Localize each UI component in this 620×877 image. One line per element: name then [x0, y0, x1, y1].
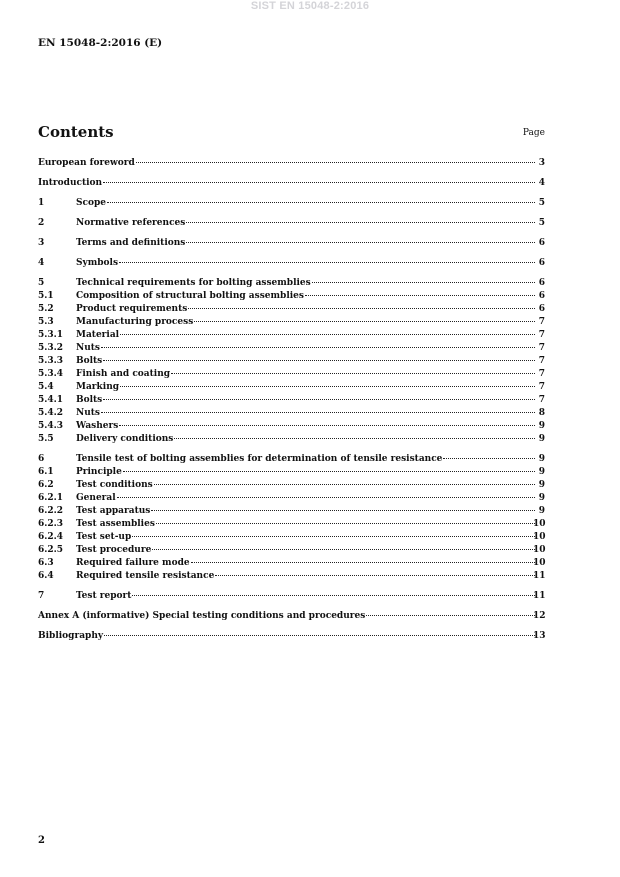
dot-leader — [174, 438, 535, 439]
toc-entry-number: 2 — [38, 218, 45, 228]
toc-entry-page: 10 — [533, 532, 546, 542]
toc-entry-page: 13 — [533, 631, 546, 641]
toc-entry-page: 6 — [538, 258, 545, 268]
dot-leader — [117, 497, 535, 498]
toc-entry[interactable] — [38, 177, 545, 190]
toc-entry[interactable] — [38, 610, 545, 623]
toc-entry-title: Nuts — [76, 343, 100, 353]
toc-entry-page: 7 — [538, 356, 545, 366]
toc-entry-page: 6 — [538, 278, 545, 288]
toc-entry-page: 5 — [538, 198, 545, 208]
watermark: SIST EN 15048-2:2016 — [250, 0, 370, 12]
dot-leader — [171, 373, 535, 374]
dot-leader — [194, 321, 535, 322]
toc-entry-title: Principle — [76, 467, 122, 477]
dot-leader — [215, 575, 535, 576]
toc-entry[interactable] — [38, 505, 545, 518]
toc-entry-title: Required tensile resistance — [76, 571, 215, 581]
toc-entry-title: Marking — [76, 382, 120, 392]
dot-leader — [136, 162, 535, 163]
toc-entry-title: Product requirements — [76, 304, 188, 314]
dot-leader — [101, 347, 535, 348]
toc-entry-title: Test conditions — [76, 480, 153, 490]
toc-entry[interactable] — [38, 157, 545, 170]
toc-entry-number: 5.4.1 — [38, 395, 64, 405]
toc-entry-number: 5.4.2 — [38, 408, 64, 418]
toc-entry-number: 6.3 — [38, 558, 54, 568]
toc-entry-number: 4 — [38, 258, 45, 268]
footer-page-number: 2 — [38, 835, 45, 846]
toc-entry[interactable] — [38, 257, 545, 270]
toc-entry-page: 10 — [533, 558, 546, 568]
toc-entry-title: Tensile test of bolting assemblies for determination of tensile resistance — [76, 454, 443, 464]
toc-entry-number: 6.4 — [38, 571, 54, 581]
toc-entry-title: Material — [76, 330, 120, 340]
toc-entry[interactable] — [38, 466, 545, 479]
dot-leader — [103, 182, 535, 183]
toc-entry[interactable] — [38, 570, 545, 583]
toc-entry-number: 5.3.4 — [38, 369, 64, 379]
dot-leader — [103, 399, 535, 400]
toc-entry[interactable] — [38, 557, 545, 570]
dot-leader — [132, 536, 535, 537]
toc-entry-page: 10 — [533, 545, 546, 555]
toc-entry[interactable] — [38, 394, 545, 407]
toc-entry[interactable] — [38, 316, 545, 329]
toc-entry[interactable] — [38, 355, 545, 368]
toc-entry-title: Delivery conditions — [76, 434, 174, 444]
table-of-contents — [38, 157, 545, 643]
toc-entry-number: 3 — [38, 238, 45, 248]
dot-leader — [103, 360, 535, 361]
toc-entry-title: General — [76, 493, 116, 503]
toc-entry-title: Terms and definitions — [76, 238, 186, 248]
toc-entry-page: 5 — [538, 218, 545, 228]
toc-entry-title: Washers — [76, 421, 119, 431]
toc-entry-number: 5.1 — [38, 291, 54, 301]
document-id: EN 15048-2:2016 (E) — [38, 37, 163, 49]
page-column-label: Page — [522, 128, 545, 138]
dot-leader — [120, 386, 535, 387]
toc-entry-page: 9 — [538, 454, 545, 464]
toc-entry-title: Annex A (informative) Special testing conditions and procedures — [38, 611, 366, 621]
toc-entry-page: 10 — [533, 519, 546, 529]
toc-entry-number: 6.2.5 — [38, 545, 64, 555]
toc-entry[interactable] — [38, 277, 545, 290]
toc-entry[interactable] — [38, 518, 545, 531]
toc-entry-title: Test set-up — [76, 532, 132, 542]
dot-leader — [119, 262, 535, 263]
toc-entry-title: Normative references — [76, 218, 186, 228]
toc-entry-number: 6.2.2 — [38, 506, 64, 516]
dot-leader — [443, 458, 535, 459]
toc-entry[interactable] — [38, 630, 545, 643]
toc-entry-number: 6.2.1 — [38, 493, 64, 503]
toc-entry-number: 5.3.2 — [38, 343, 64, 353]
toc-entry-page: 9 — [538, 506, 545, 516]
toc-entry-page: 7 — [538, 343, 545, 353]
toc-entry[interactable] — [38, 453, 545, 466]
dot-leader — [152, 549, 535, 550]
toc-entry-title: Bolts — [76, 356, 103, 366]
toc-entry-number: 5.3 — [38, 317, 54, 327]
toc-entry[interactable] — [38, 237, 545, 250]
toc-entry-title: Nuts — [76, 408, 100, 418]
toc-entry[interactable] — [38, 197, 545, 210]
toc-entry[interactable] — [38, 492, 545, 505]
toc-entry[interactable] — [38, 433, 545, 446]
dot-leader — [101, 412, 535, 413]
dot-leader — [156, 523, 535, 524]
toc-entry-page: 7 — [538, 369, 545, 379]
dot-leader — [132, 595, 535, 596]
toc-entry-number: 6.2.3 — [38, 519, 64, 529]
toc-entry-page: 7 — [538, 317, 545, 327]
toc-entry-page: 9 — [538, 467, 545, 477]
dot-leader — [312, 282, 535, 283]
toc-entry-number: 5.4.3 — [38, 421, 64, 431]
toc-entry-title: Symbols — [76, 258, 119, 268]
toc-entry-title: Technical requirements for bolting assemblies — [76, 278, 311, 288]
toc-entry-title: Scope — [76, 198, 107, 208]
toc-entry-page: 11 — [533, 571, 546, 581]
toc-entry[interactable] — [38, 420, 545, 433]
toc-entry-page: 4 — [538, 178, 545, 188]
dot-leader — [107, 202, 535, 203]
toc-entry-title: Bolts — [76, 395, 103, 405]
toc-entry-page: 7 — [538, 395, 545, 405]
toc-entry-title: European foreword — [38, 158, 135, 168]
toc-entry-page: 9 — [538, 434, 545, 444]
toc-entry[interactable] — [38, 407, 545, 420]
toc-entry-title: Test assemblies — [76, 519, 155, 529]
toc-entry[interactable] — [38, 303, 545, 316]
dot-leader — [154, 484, 535, 485]
toc-entry-title: Test apparatus — [76, 506, 151, 516]
toc-entry[interactable] — [38, 368, 545, 381]
toc-entry-title: Finish and coating — [76, 369, 171, 379]
toc-entry-number: 5 — [38, 278, 45, 288]
dot-leader — [104, 635, 535, 636]
toc-entry-page: 7 — [538, 330, 545, 340]
toc-entry-number: 5.4 — [38, 382, 54, 392]
toc-entry-page: 8 — [538, 408, 545, 418]
toc-entry-number: 7 — [38, 591, 45, 601]
toc-entry[interactable] — [38, 479, 545, 492]
toc-entry[interactable] — [38, 381, 545, 394]
toc-entry-number: 5.3.1 — [38, 330, 64, 340]
dot-leader — [188, 308, 535, 309]
toc-entry-number: 1 — [38, 198, 45, 208]
toc-entry-title: Test report — [76, 591, 132, 601]
toc-entry-number: 5.2 — [38, 304, 54, 314]
toc-entry-page: 12 — [533, 611, 546, 621]
dot-leader — [119, 425, 535, 426]
dot-leader — [305, 295, 535, 296]
toc-entry[interactable] — [38, 290, 545, 303]
toc-entry-page: 3 — [538, 158, 545, 168]
dot-leader — [186, 222, 535, 223]
toc-entry-title: Required failure mode — [76, 558, 190, 568]
toc-entry[interactable] — [38, 217, 545, 230]
toc-entry-title: Introduction — [38, 178, 103, 188]
toc-entry[interactable] — [38, 544, 545, 557]
toc-entry-number: 5.3.3 — [38, 356, 64, 366]
toc-entry-title: Composition of structural bolting assemblies — [76, 291, 304, 301]
toc-entry-page: 11 — [533, 591, 546, 601]
contents-heading: Contents — [38, 123, 114, 141]
toc-entry[interactable] — [38, 342, 545, 355]
toc-entry-title: Manufacturing process — [76, 317, 194, 327]
toc-entry-page: 6 — [538, 291, 545, 301]
toc-entry-page: 9 — [538, 421, 545, 431]
toc-entry-title: Test procedure — [76, 545, 152, 555]
dot-leader — [151, 510, 535, 511]
toc-entry-number: 6.2 — [38, 480, 54, 490]
dot-leader — [186, 242, 535, 243]
toc-entry-page: 9 — [538, 493, 545, 503]
toc-entry-number: 5.5 — [38, 434, 54, 444]
toc-entry-page: 6 — [538, 304, 545, 314]
toc-entry-number: 6 — [38, 454, 45, 464]
toc-entry-title: Bibliography — [38, 631, 104, 641]
toc-entry-page: 9 — [538, 480, 545, 490]
dot-leader — [191, 562, 535, 563]
toc-entry-number: 6.2.4 — [38, 532, 64, 542]
toc-entry-number: 6.1 — [38, 467, 54, 477]
dot-leader — [123, 471, 535, 472]
dot-leader — [120, 334, 535, 335]
toc-entry-page: 7 — [538, 382, 545, 392]
toc-entry[interactable] — [38, 590, 545, 603]
toc-entry[interactable] — [38, 531, 545, 544]
dot-leader — [366, 615, 535, 616]
toc-entry-page: 6 — [538, 238, 545, 248]
toc-entry[interactable] — [38, 329, 545, 342]
